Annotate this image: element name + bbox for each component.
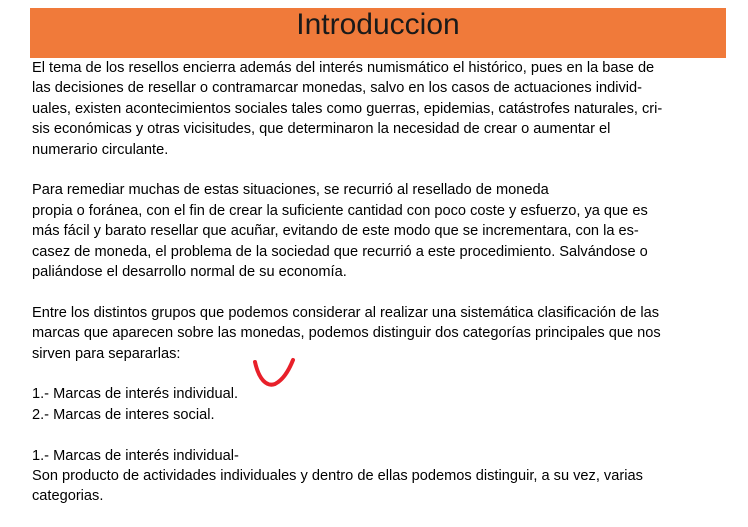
paragraph-groups bbox=[32, 303, 728, 364]
text-line: propia o foránea, con el fin de crear la suficiente cantidad con poco coste y esfuerzo, ya que es bbox=[32, 202, 648, 219]
text-line: uales, existen acontecimientos sociales tales como guerras, epidemias, catástrofes naturales, cri- bbox=[32, 100, 663, 117]
text-line: más fácil y barato resellar que acuñar, evitando de este modo que se incrementara, con la es- bbox=[32, 223, 639, 240]
list-item: 2.- Marcas de interes social. bbox=[32, 406, 215, 423]
title-banner bbox=[30, 8, 726, 58]
text-line: numerario circulante. bbox=[32, 141, 169, 158]
text-line: sirven para separarlas: bbox=[32, 345, 181, 362]
section-heading: 1.- Marcas de interés individual- bbox=[32, 447, 239, 464]
category-list bbox=[32, 384, 728, 425]
text-line: Para remediar muchas de estas situaciones, se recurrió al resellado de moneda bbox=[32, 182, 549, 199]
text-line: marcas que aparecen sobre las monedas, podemos distinguir dos categorías principales que nos bbox=[32, 325, 661, 342]
text-line: Son producto de actividades individuales y dentro de ellas podemos distinguir, a su vez, varias bbox=[32, 468, 643, 485]
text-line: las decisiones de resellar o contramarcar monedas, salvo en los casos de actuaciones individ- bbox=[32, 80, 643, 97]
check-mark-annotation-icon bbox=[251, 356, 299, 390]
paragraph-intro bbox=[32, 58, 728, 160]
text-line: Entre los distintos grupos que podemos considerar al realizar una sistemática clasificación de las bbox=[32, 304, 660, 321]
paragraph-remedy bbox=[32, 180, 728, 282]
list-item: 1.- Marcas de interés individual. bbox=[32, 386, 239, 403]
paragraph-individual bbox=[32, 446, 728, 507]
text-line: casez de moneda, el problema de la sociedad que recurrió a este procedimiento. Salvándose o bbox=[32, 243, 648, 260]
text-line: categorias. bbox=[32, 488, 104, 505]
text-line: El tema de los resellos encierra además del interés numismático el histórico, pues en la base de bbox=[32, 60, 655, 76]
text-line: sis económicas y otras vicisitudes, que determinaron la necesidad de crear o aumentar el bbox=[32, 121, 611, 138]
page-title: Introduccion bbox=[296, 8, 460, 41]
document-body bbox=[32, 58, 728, 527]
text-line: paliándose el desarrollo normal de su economía. bbox=[32, 264, 347, 281]
